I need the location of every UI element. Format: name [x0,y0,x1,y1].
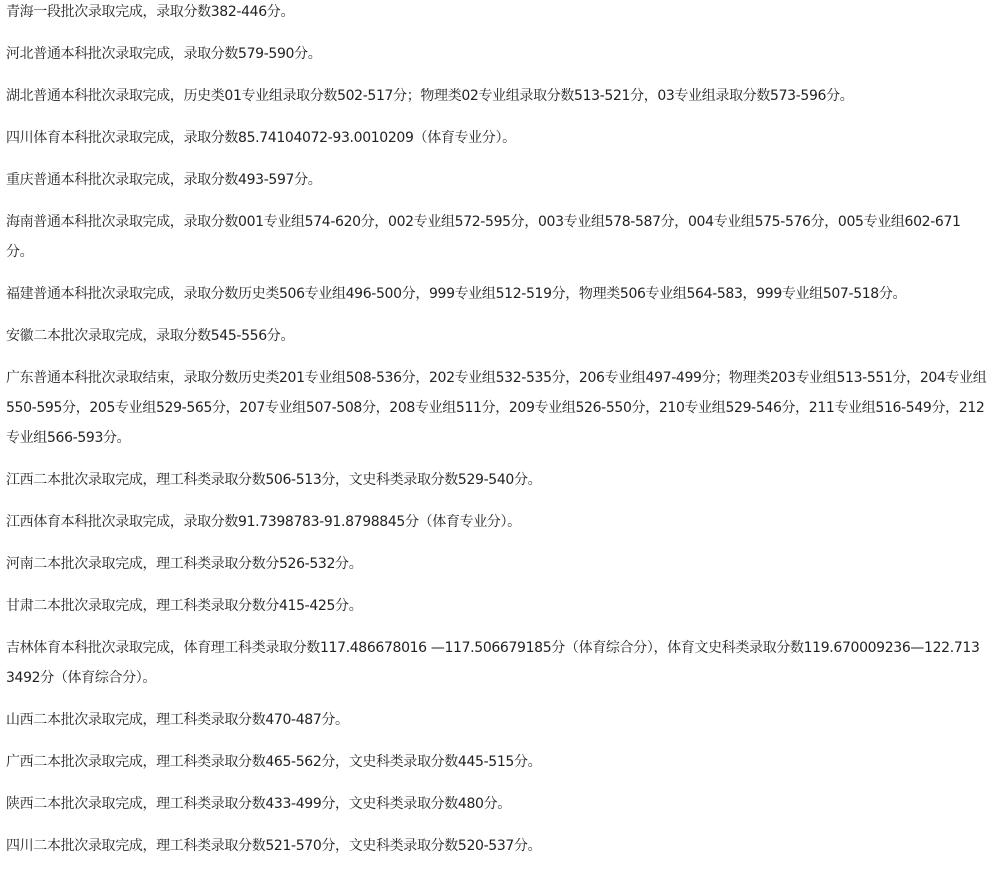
paragraph-jilin-sports: 吉林体育本科批次录取完成，体育理工科类录取分数117.486678016 —117.506679185分（体育综合分），体育文史科类录取分数119.670009236—122.7133492分（体育综合分）。 [6,640,980,686]
paragraph-hubei: 湖北普通本科批次录取完成，历史类01专业组录取分数502-517分；物理类02专业组录取分数513-521分，03专业组录取分数573-596分。 [6,88,854,104]
paragraph-sichuan: 四川二本批次录取完成，理工科类录取分数521-570分，文史科类录取分数520-537分。 [6,838,542,854]
paragraph-gansu: 甘肃二本批次录取完成，理工科类录取分数分415-425分。 [6,598,363,614]
paragraph-guangxi: 广西二本批次录取完成，理工科类录取分数465-562分，文史科类录取分数445-515分。 [6,754,542,770]
paragraph-chongqing: 重庆普通本科批次录取完成，录取分数493-597分。 [6,172,322,188]
paragraph-sichuan-sports: 四川体育本科批次录取完成，录取分数85.74104072-93.0010209（体育专业分）。 [6,130,516,146]
paragraph-shanxi: 山西二本批次录取完成，理工科类录取分数470-487分。 [6,712,349,728]
paragraph-qinghai: 青海一段批次录取完成，录取分数382-446分。 [6,4,295,20]
paragraph-guangdong: 广东普通本科批次录取结束，录取分数历史类201专业组508-536分，202专业组532-535分，206专业组497-499分；物理类203专业组513-551分，204专业组550-595分，205专业组529-565分，207专业组507-508分，208专业组511分，209专业组526-550分，210专业组529-546分，211专业组516-549分，212专业组566-593分。 [6,370,987,446]
paragraph-shaanxi: 陕西二本批次录取完成，理工科类录取分数433-499分，文史科类录取分数480分。 [6,796,511,812]
paragraph-hebei: 河北普通本科批次录取完成，录取分数579-590分。 [6,46,322,62]
paragraph-jiangxi: 江西二本批次录取完成，理工科类录取分数506-513分，文史科类录取分数529-540分。 [6,472,542,488]
paragraph-henan: 河南二本批次录取完成，理工科类录取分数分526-532分。 [6,556,363,572]
paragraph-hainan: 海南普通本科批次录取完成，录取分数001专业组574-620分，002专业组572-595分，003专业组578-587分，004专业组575-576分，005专业组602-671分。 [6,214,961,260]
paragraph-jiangxi-sports: 江西体育本科批次录取完成，录取分数91.7398783-91.8798845分（体育专业分）。 [6,514,521,530]
paragraph-anhui: 安徽二本批次录取完成，录取分数545-556分。 [6,328,295,344]
paragraph-fujian: 福建普通本科批次录取完成，录取分数历史类506专业组496-500分，999专业组512-519分，物理类506专业组564-583，999专业组507-518分。 [6,286,907,302]
